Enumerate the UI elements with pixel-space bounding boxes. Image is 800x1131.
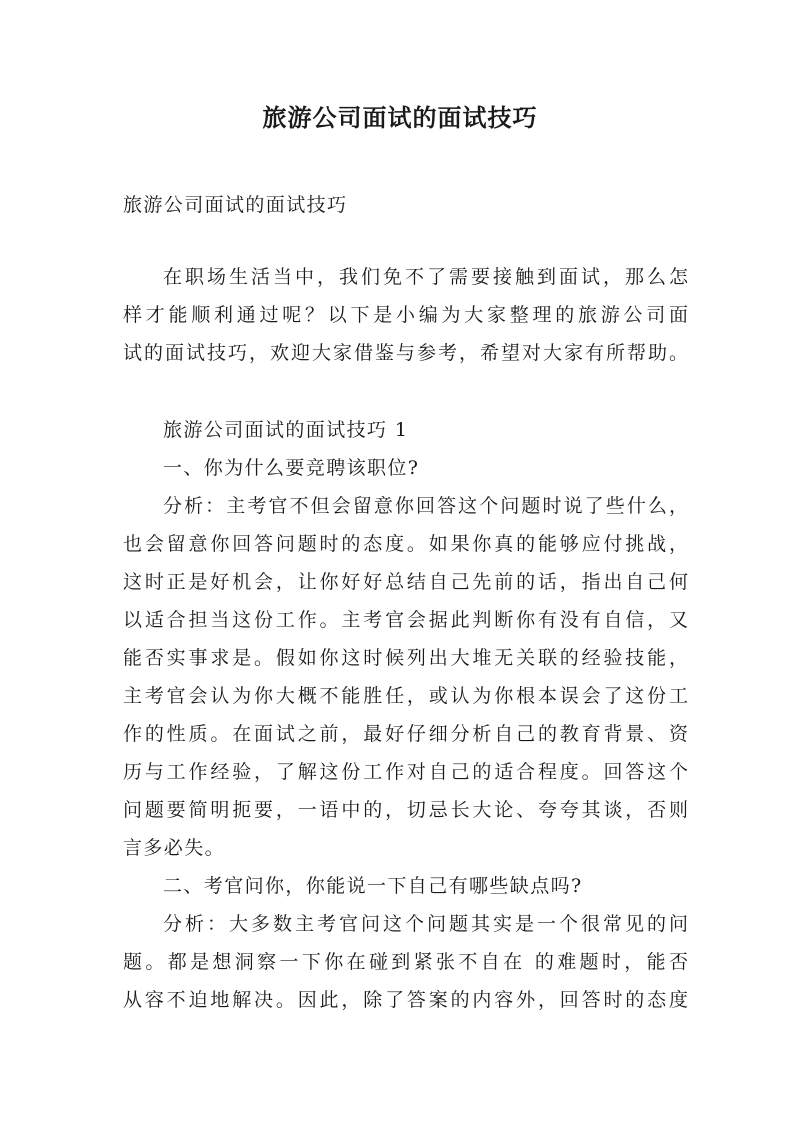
analysis-line: 从容不迫地解决。因此，除了答案的内容外，回答时的态度 — [123, 989, 688, 1011]
analysis-line: 题。都是想洞察一下你在碰到紧张不自在 的难题时，能否 — [123, 951, 688, 973]
document-subtitle: 旅游公司面试的面试技巧 — [123, 194, 348, 216]
analysis-line: 也会留意你回答问题时的态度。如果你真的能够应付挑战， — [123, 533, 688, 555]
analysis-line: 以适合担当这份工作。主考官会据此判断你有没有自信，又 — [123, 609, 688, 631]
question-heading: 一、你为什么要竞聘该职位? — [163, 457, 420, 479]
question-heading: 二、考官问你，你能说一下自己有哪些缺点吗? — [163, 875, 583, 897]
analysis-line: 言多必失。 — [123, 837, 226, 859]
analysis-line: 能否实事求是。假如你这时候列出大堆无关联的经验技能， — [123, 647, 688, 669]
intro-line: 样才能顺利通过呢？以下是小编为大家整理的旅游公司面 — [123, 304, 688, 326]
analysis-line: 主考官会认为你大概不能胜任，或认为你根本误会了这份工 — [123, 685, 688, 707]
intro-line: 在职场生活当中，我们免不了需要接触到面试，那么怎 — [163, 266, 688, 288]
section-heading: 旅游公司面试的面试技巧 1 — [163, 419, 409, 441]
analysis-line: 问题要简明扼要，一语中的，切忌长大论、夸夸其谈，否则 — [123, 799, 688, 821]
intro-line: 试的面试技巧，欢迎大家借鉴与参考，希望对大家有所帮助。 — [123, 342, 688, 364]
analysis-line: 作的性质。在面试之前，最好仔细分析自己的教育背景、资 — [123, 723, 688, 745]
analysis-line: 分析：主考官不但会留意你回答这个问题时说了些什么， — [163, 495, 688, 517]
document-title: 旅游公司面试的面试技巧 — [262, 104, 538, 132]
analysis-line: 分析：大多数主考官问这个问题其实是一个很常见的问 — [163, 913, 688, 935]
analysis-line: 历与工作经验，了解这份工作对自己的适合程度。回答这个 — [123, 761, 688, 783]
analysis-line: 这时正是好机会，让你好好总结自己先前的话，指出自己何 — [123, 571, 688, 593]
